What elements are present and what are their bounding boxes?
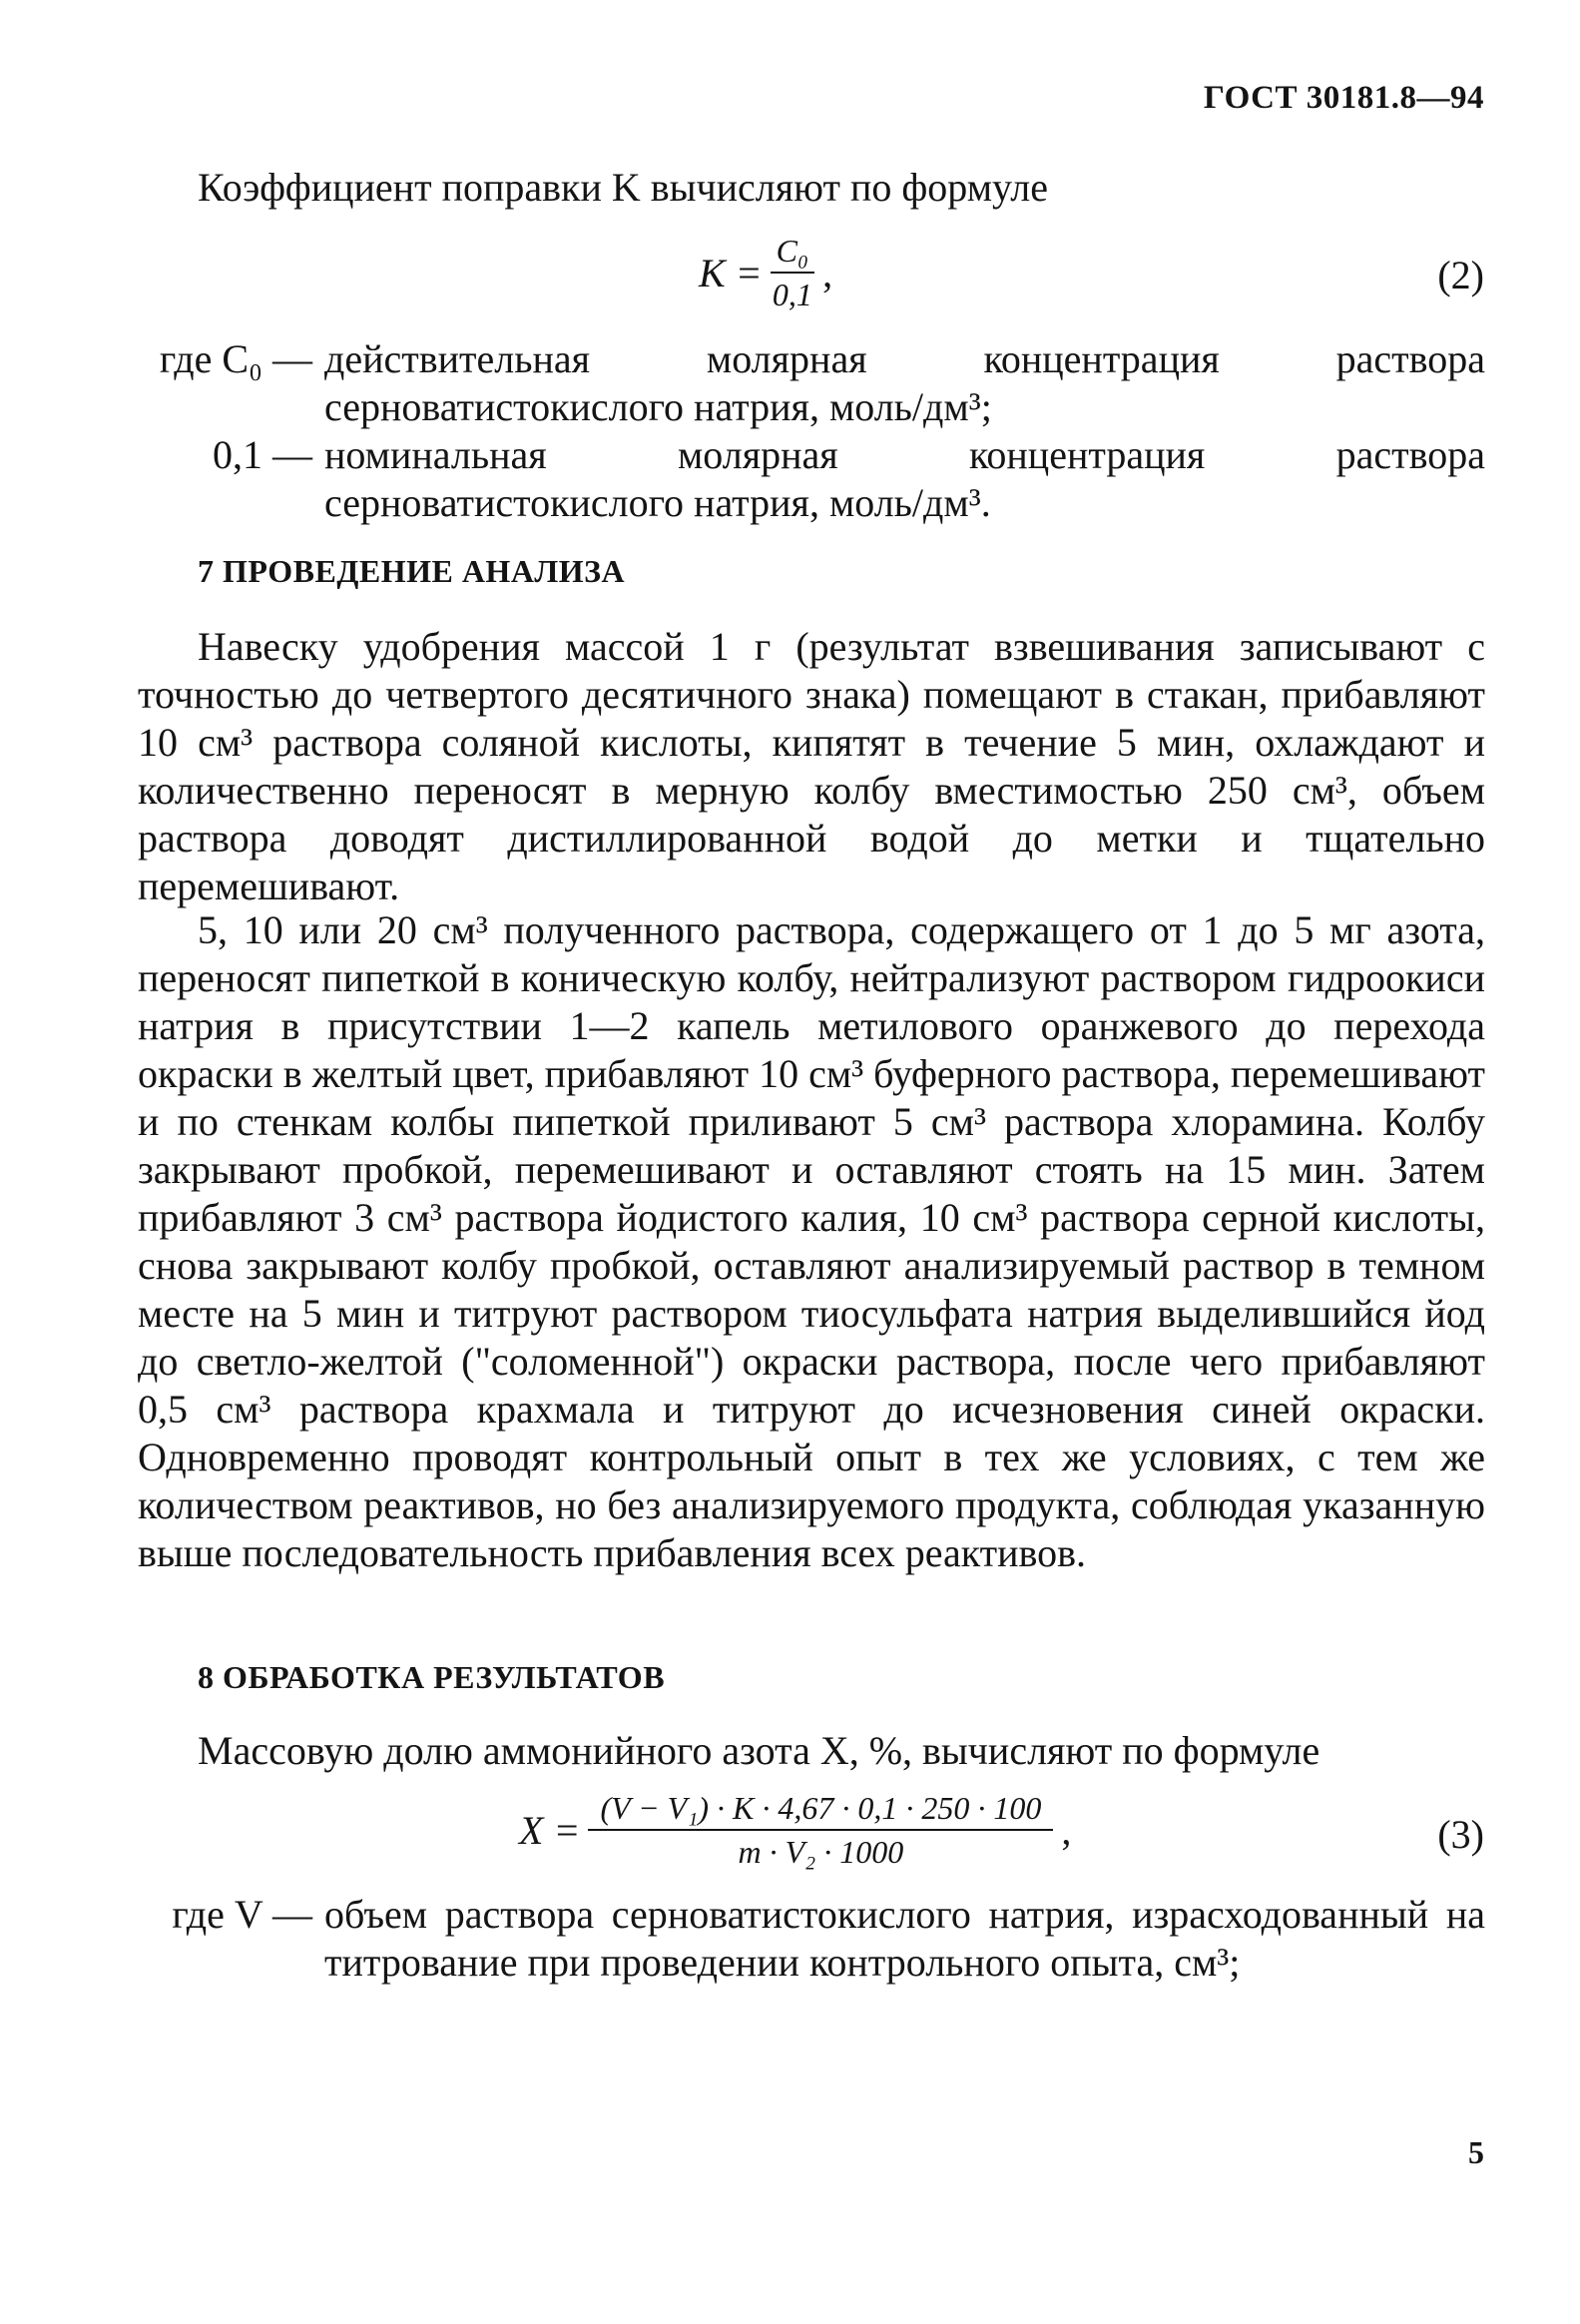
formula-3-numerator: (V − V₁) · K · 4,67 · 0,1 · 250 · 100 bbox=[588, 1789, 1053, 1831]
formula-2 bbox=[699, 232, 832, 313]
definition-term: 0,1 — bbox=[213, 432, 312, 477]
formula-2-numerator: C₀ bbox=[771, 232, 814, 274]
intro-line: Коэффициент поправки K вычисляют по формуле bbox=[198, 165, 1048, 210]
definition-desc: объем раствора серноватистокислого натрия, израсходованный на титрование при проведении контрольного опыта, см³; bbox=[324, 1892, 1485, 1985]
definition-term: где V — bbox=[172, 1892, 312, 1937]
formula-2-fraction bbox=[771, 232, 814, 313]
section-8-paragraph-1: Массовую долю аммонийного азота X, %, вычисляют по формуле bbox=[198, 1728, 1320, 1773]
formula-3-fraction bbox=[588, 1789, 1053, 1871]
definition-term: где C₀ — bbox=[159, 336, 312, 381]
formula-2-lhs: K = bbox=[699, 250, 763, 295]
formula-3-number: (3) bbox=[1437, 1812, 1484, 1857]
definition-desc: действительная молярная концентрация раствора серноватистокислого натрия, моль/дм³; bbox=[324, 336, 1485, 429]
formula-2-denominator: 0,1 bbox=[772, 277, 812, 312]
definition-v bbox=[138, 1891, 1485, 1987]
page-number: 5 bbox=[1468, 2134, 1484, 2170]
section-7-heading: 7 ПРОВЕДЕНИЕ АНАЛИЗА bbox=[198, 553, 626, 589]
definition-desc: номинальная молярная концентрация раствора серноватистокислого натрия, моль/дм³. bbox=[324, 432, 1485, 525]
section-8-heading: 8 ОБРАБОТКА РЕЗУЛЬТАТОВ bbox=[198, 1659, 666, 1695]
formula-3-lhs: X = bbox=[519, 1807, 581, 1853]
section-7-paragraph-2: 5, 10 или 20 см³ полученного раствора, содержащего от 1 до 5 мг азота, переносят пипеткой в коническую колбу, нейтрализуют раствором гидроокиси натрия в присутствии 1—2 капель метилового оранжевого до перехода окраски в желтый цвет, прибавляют 10 см³ буферного раствора, перемешивают и по стенкам колбы пипеткой приливают 5 см³ раствора хлорамина. Колбу закрывают пробкой, перемешивают и оставляют стоять на 15 мин. Затем прибавляют 3 см³ раствора йодистого калия, 10 см³ раствора серной кислоты, снова закрывают колбу пробкой, оставляют анализируемый раствор в темном месте на 5 мин и титруют раствором тиосульфата натрия выделившийся йод до светло-желтой ("соломенной") окраски раствора, после чего прибавляют 0,5 см³ раствора крахмала и титруют до исчезновения синей окраски. Одновременно проводят контрольный опыт в тех же условиях, с тем же количеством реактивов, но без анализируемого продукта, соблюдая указанную выше последовательность прибавления всех реактивов. bbox=[138, 907, 1485, 1575]
formula-3 bbox=[519, 1789, 1071, 1871]
formula-3-denominator: m · V₂ · 1000 bbox=[738, 1834, 904, 1870]
formula-2-number: (2) bbox=[1437, 253, 1484, 297]
document-code: ГОСТ 30181.8—94 bbox=[1203, 80, 1484, 116]
section-7-paragraph-1: Навеску удобрения массой 1 г (результат взвешивания записывают с точностью до четвертого десятичного знака) помещают в стакан, прибавляют 10 см³ раствора соляной кислоты, кипятят в течение 5 мин, охлаждают и количественно переносят в мерную колбу вместимостью 250 см³, объем раствора доводят дистиллированной водой до метки и тщательно перемешивают. bbox=[138, 624, 1485, 908]
definition-c0 bbox=[138, 335, 1485, 431]
definition-01 bbox=[138, 431, 1485, 527]
formula-2-tail: , bbox=[822, 250, 833, 295]
formula-3-tail: , bbox=[1061, 1807, 1072, 1853]
